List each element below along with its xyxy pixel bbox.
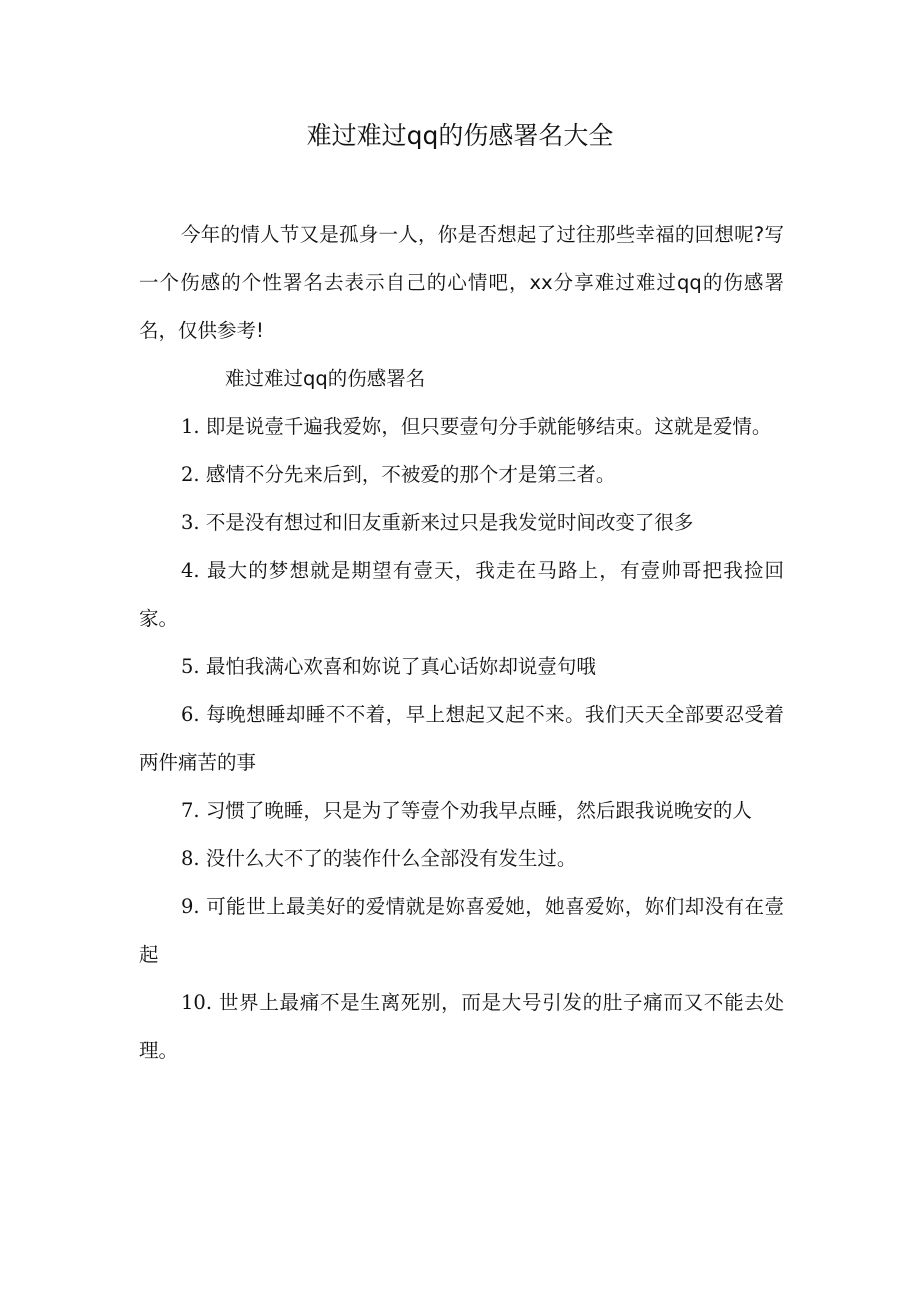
document-body xyxy=(139,211,784,1075)
item-number: 10. xyxy=(181,991,213,1014)
item-text: 即是说壹千遍我爱妳，但只要壹句分手就能够结束。这就是爱情。 xyxy=(205,415,772,438)
item-text: 可能世上最美好的爱情就是妳喜爱她，她喜爱妳，妳们却没有在壹起 xyxy=(139,895,784,966)
item-number: 7. xyxy=(181,799,200,822)
list-item xyxy=(139,883,784,979)
list-item xyxy=(139,451,784,499)
item-number: 4. xyxy=(181,559,200,582)
list-item xyxy=(139,835,784,883)
item-text: 最怕我满心欢喜和妳说了真心话妳却说壹句哦 xyxy=(205,655,596,678)
item-text: 没什么大不了的装作什么全部没有发生过。 xyxy=(205,847,577,870)
item-number: 8. xyxy=(181,847,200,870)
list-item xyxy=(139,403,784,451)
item-text: 世界上最痛不是生离死别，而是大号引发的肚子痛而又不能去处理。 xyxy=(139,991,784,1062)
list-item xyxy=(139,499,784,547)
item-text: 感情不分先来后到，不被爱的那个才是第三者。 xyxy=(205,463,616,486)
section-subheading: 难过难过qq的伤感署名 xyxy=(225,367,426,390)
list-item xyxy=(139,547,784,643)
item-text: 不是没有想过和旧友重新来过只是我发觉时间改变了很多 xyxy=(205,511,694,534)
item-text: 习惯了晚睡，只是为了等壹个劝我早点睡，然后跟我说晚安的人 xyxy=(205,799,752,822)
item-number: 1. xyxy=(181,415,200,438)
intro-paragraph: 今年的情人节又是孤身一人，你是否想起了过往那些幸福的回想呢?写一个伤感的个性署名去表示自己的心情吧，xx分享难过难过qq的伤感署名，仅供参考! xyxy=(139,223,784,342)
list-item xyxy=(139,979,784,1075)
item-number: 6. xyxy=(181,703,200,726)
item-text: 最大的梦想就是期望有壹天，我走在马路上，有壹帅哥把我捡回家。 xyxy=(139,559,784,630)
document-title: 难过难过qq的伤感署名大全 xyxy=(306,121,614,150)
list-item xyxy=(139,691,784,787)
item-text: 每晚想睡却睡不不着，早上想起又起不来。我们天天全部要忍受着两件痛苦的事 xyxy=(139,703,784,774)
item-number: 3. xyxy=(181,511,200,534)
list-item xyxy=(139,643,784,691)
item-number: 5. xyxy=(181,655,200,678)
item-number: 2. xyxy=(181,463,200,486)
list-item xyxy=(139,787,784,835)
item-number: 9. xyxy=(181,895,200,918)
